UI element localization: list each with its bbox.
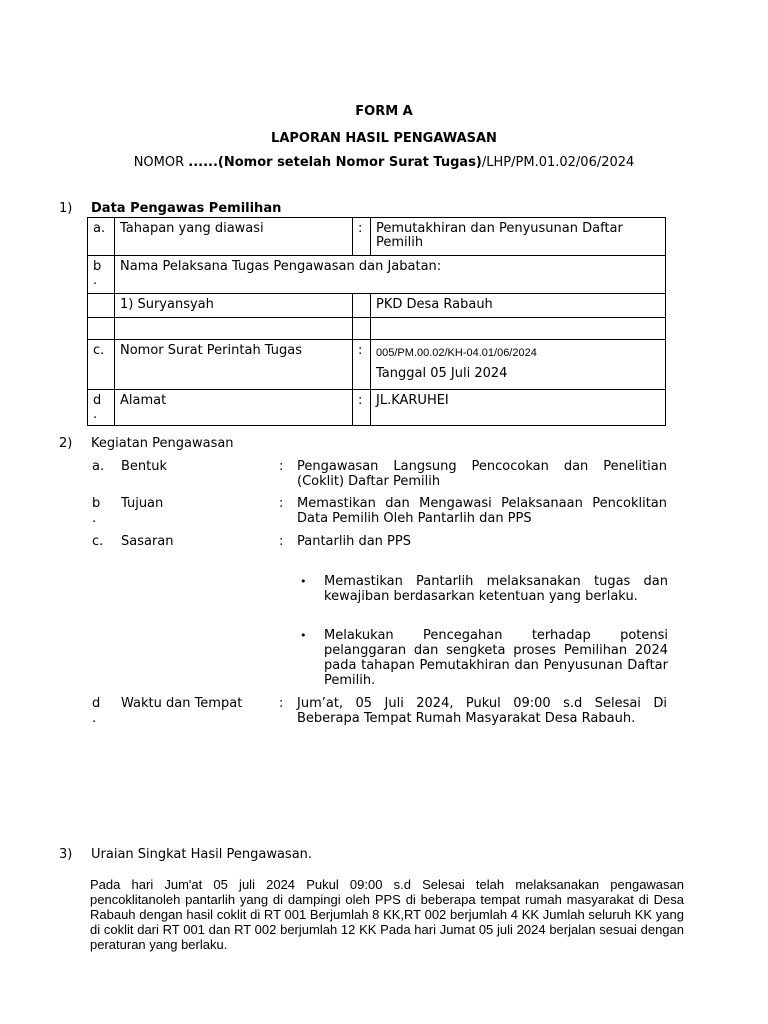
- item-value: Memastikan dan Mengawasi Pelaksanaan Pencoklitan Data Pemilih Oleh Pantarlih dan PPS: [297, 496, 667, 526]
- report-title: LAPORAN HASIL PENGAWASAN: [271, 131, 497, 146]
- pelaksana-name: 1) Suryansyah: [115, 294, 353, 318]
- table-row: [88, 218, 666, 256]
- row-value: JL.KARUHEI: [371, 390, 666, 426]
- table-row: [88, 390, 666, 426]
- row-label: Nama Pelaksana Tugas Pengawasan dan Jabatan:: [115, 256, 666, 294]
- row-key: d .: [88, 390, 115, 426]
- section1-number: 1): [59, 201, 73, 216]
- section2-number: 2): [59, 436, 73, 451]
- item-label: Sasaran: [121, 534, 174, 549]
- item-key: b .: [92, 496, 101, 526]
- item-colon: :: [279, 534, 284, 549]
- surat-tugas-number: 005/PM.00.02/KH-04.01/06/2024: [376, 347, 537, 359]
- item-key: c.: [92, 534, 104, 549]
- item-label: Bentuk: [121, 459, 168, 474]
- row-colon: :: [353, 218, 371, 256]
- item-label: Tujuan: [121, 496, 164, 511]
- item-value: Jum’at, 05 Juli 2024, Pukul 09:00 s.d Selesai Di Beberapa Tempat Rumah Masyarakat Desa Rabauh.: [297, 696, 667, 726]
- list-item: Memastikan Pantarlih melaksanakan tugas dan kewajiban berdasarkan ketentuan yang berlaku.: [324, 574, 668, 604]
- section1-title: Data Pengawas Pemilihan: [91, 201, 282, 216]
- table-row: [88, 340, 666, 390]
- row-value: [371, 340, 666, 390]
- nomor-suffix: /LHP/PM.01.02/06/2024: [481, 155, 635, 170]
- row-key: b .: [88, 256, 115, 294]
- item-value: Pengawasan Langsung Pencocokan dan Penelitian (Coklit) Daftar Pemilih: [297, 459, 667, 489]
- pengawas-table: [87, 217, 666, 426]
- bullet-icon: •: [300, 629, 307, 642]
- item-colon: :: [279, 496, 284, 511]
- row-colon: :: [353, 390, 371, 426]
- section2-title: Kegiatan Pengawasan: [91, 436, 234, 451]
- bullet-icon: •: [300, 575, 307, 588]
- item-key: a.: [92, 459, 105, 474]
- table-row: [88, 256, 666, 294]
- list-item: Melakukan Pencegahan terhadap potensi pelanggaran dan sengketa proses Pemilihan 2024 pada tahapan Pemutakhiran dan Penyusunan Daftar Pemilih.: [324, 628, 668, 688]
- row-label: Tahapan yang diawasi: [115, 218, 353, 256]
- row-key: a.: [88, 218, 115, 256]
- report-number: [0, 155, 768, 170]
- row-colon: :: [353, 340, 371, 390]
- item-key: d .: [92, 696, 101, 726]
- row-label: Nomor Surat Perintah Tugas: [115, 340, 353, 390]
- item-colon: :: [279, 459, 284, 474]
- item-value: Pantarlih dan PPS: [297, 534, 411, 549]
- row-value: Pemutakhiran dan Penyusunan Daftar Pemilih: [371, 218, 666, 256]
- section3-body: Pada hari Jum'at 05 juli 2024 Pukul 09:00 s.d Selesai telah melaksanakan pengawasan pencoklitanoleh pantarlih yang di dampingi oleh PPS di beberapa tempat rumah masyarakat di Desa Rabauh dengan hasil coklit di RT 001 Berjumlah 8 KK,RT 002 berjumlah 4 KK Jumlah seluruh KK yang di coklit dari RT 001 dan RT 002 berjumlah 12 KK Pada hari Jumat 05 juli 2024 berjalan sesuai dengan peraturan yang berlaku.: [90, 877, 684, 952]
- row-key: c.: [88, 340, 115, 390]
- nomor-prefix: NOMOR: [133, 155, 189, 170]
- section3-title: Uraian Singkat Hasil Pengawasan.: [91, 847, 313, 862]
- surat-tugas-date: Tanggal 05 Juli 2024: [376, 366, 508, 381]
- form-label: FORM A: [355, 104, 413, 119]
- pelaksana-jabatan: PKD Desa Rabauh: [371, 294, 666, 318]
- table-row: [88, 294, 666, 318]
- section3-number: 3): [59, 847, 73, 862]
- item-colon: :: [279, 696, 284, 711]
- row-label: Alamat: [115, 390, 353, 426]
- table-row: [88, 318, 666, 340]
- item-label: Waktu dan Tempat: [121, 696, 243, 711]
- nomor-placeholder: ......(Nomor setelah Nomor Surat Tugas): [188, 155, 482, 170]
